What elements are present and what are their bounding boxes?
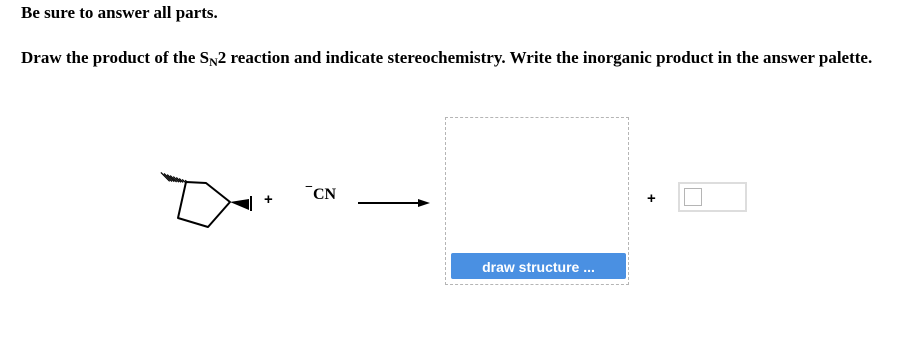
instruction-text: Be sure to answer all parts.	[21, 3, 218, 22]
reaction-arrow	[358, 199, 430, 207]
hashed-wedge-bond	[161, 172, 187, 182]
reagent-formula: CN	[312, 186, 337, 203]
plus-sign-2: +	[647, 190, 656, 207]
reactant-structure	[161, 172, 251, 227]
cyanide-reagent	[305, 180, 337, 204]
question-prefix: Draw the product of the S	[21, 48, 210, 67]
draw-structure-button[interactable]: draw structure ...	[451, 253, 626, 279]
question-suffix: 2 reaction and indicate stereochemistry. Write the inorganic product in the answer palette.	[217, 48, 873, 67]
inorganic-product-answer-field[interactable]	[678, 182, 747, 212]
solid-wedge-bond	[230, 199, 249, 210]
reagent-charge: −	[305, 180, 313, 195]
cyclopentane-ring	[178, 182, 230, 227]
answer-palette-square-icon	[684, 188, 702, 206]
question-subscript: N	[209, 55, 218, 69]
plus-sign-1: +	[264, 191, 273, 208]
